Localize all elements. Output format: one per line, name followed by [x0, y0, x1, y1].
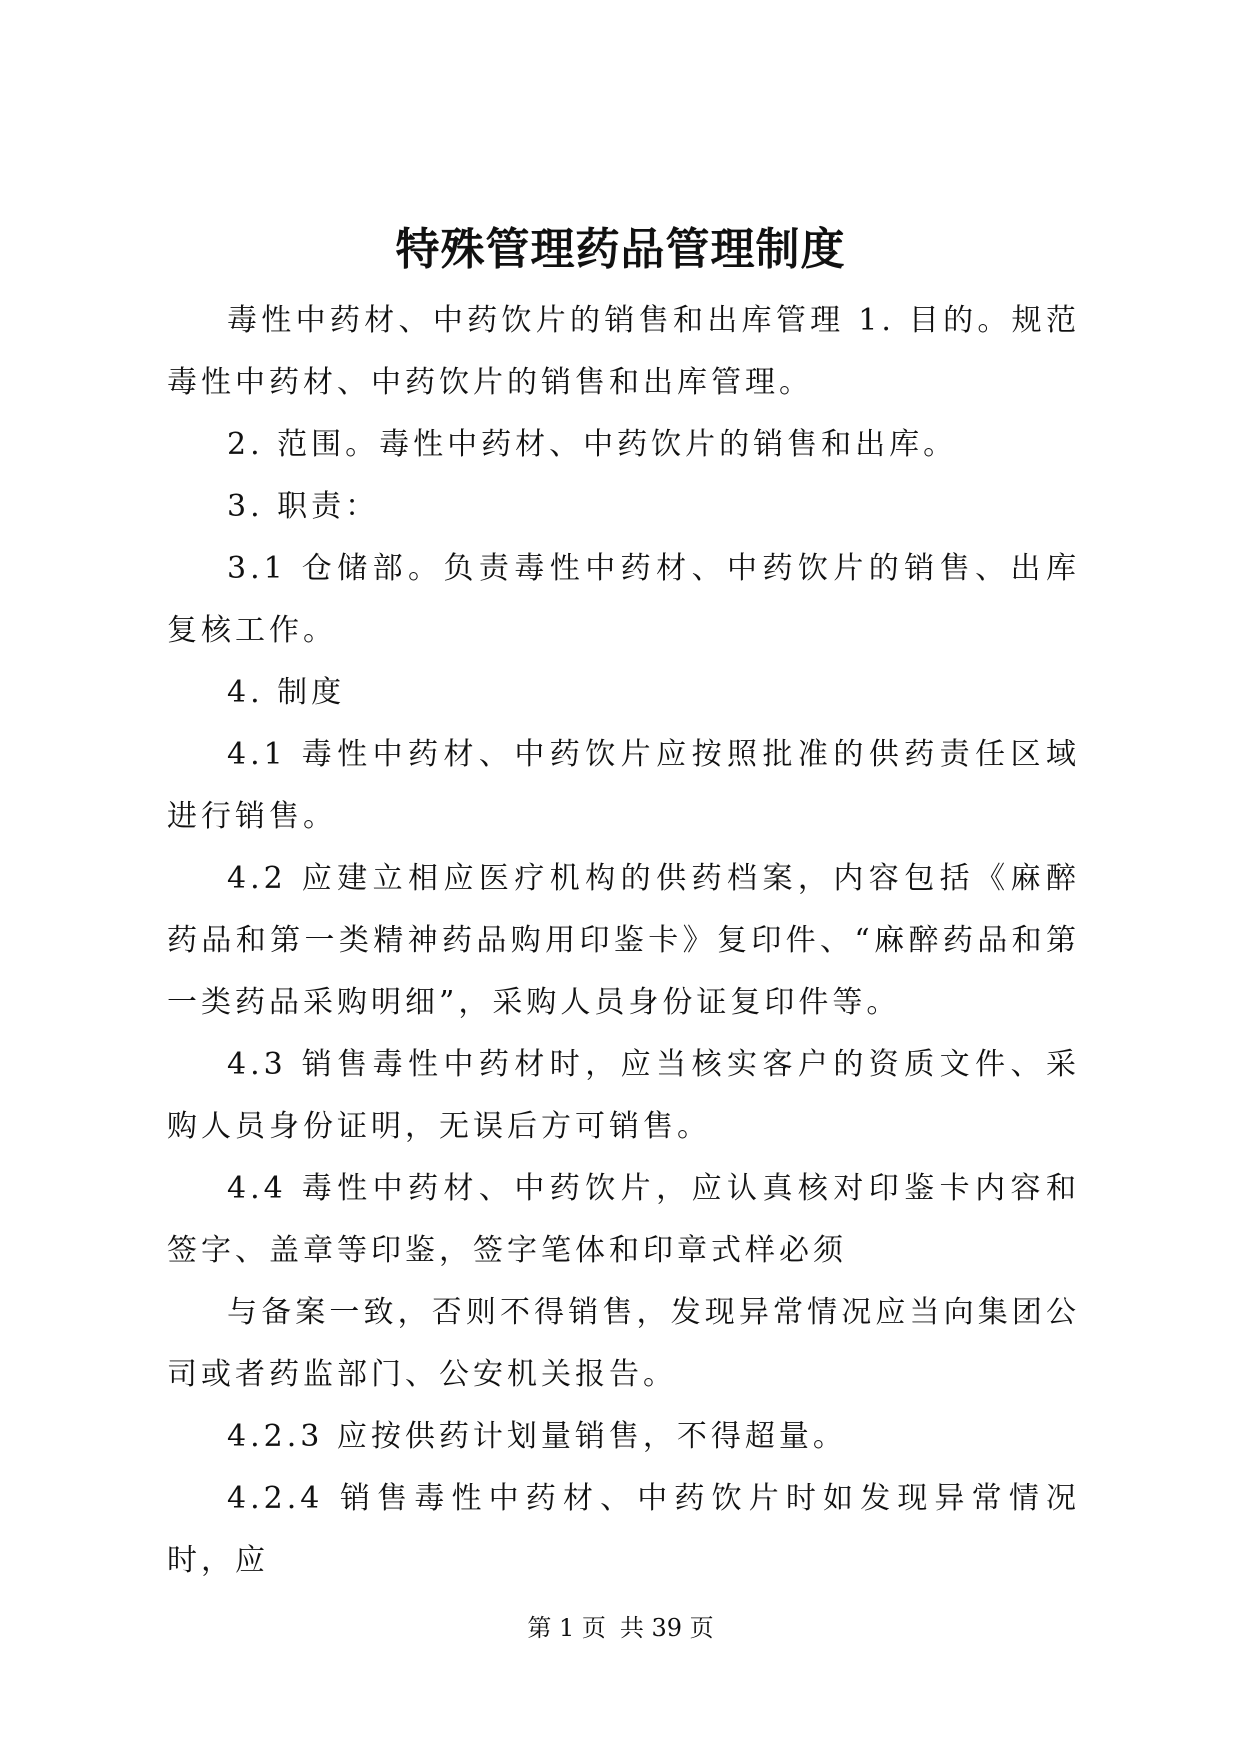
- paragraph: 4. 制度: [227, 675, 346, 710]
- paragraph: 4.4 毒性中药材、中药饮片，应认真核对印鉴卡内容和签字、盖章等印鉴，签字笔体和印章式样必须: [167, 1171, 1080, 1268]
- page-footer: [0, 1612, 1241, 1644]
- paragraph: 3.1 仓储部。负责毒性中药材、中药饮片的销售、出库复核工作。: [167, 551, 1080, 648]
- paragraph: 4.2 应建立相应医疗机构的供药档案，内容包括《麻醉药品和第一类精神药品购用印鉴卡》复印件、“麻醉药品和第一类药品采购明细”，采购人员身份证复印件等。: [167, 861, 1080, 1020]
- paragraph: 4.2.3 应按供药计划量销售，不得超量。: [227, 1419, 847, 1454]
- paragraph: 2. 范围。毒性中药材、中药饮片的销售和出库。: [227, 427, 958, 462]
- paragraph: 4.1 毒性中药材、中药饮片应按照批准的供药责任区域进行销售。: [167, 737, 1080, 834]
- paragraph: 4.3 销售毒性中药材时，应当核实客户的资质文件、采购人员身份证明，无误后方可销售。: [167, 1047, 1080, 1144]
- paragraph: 与备案一致，否则不得销售，发现异常情况应当向集团公司或者药监部门、公安机关报告。: [167, 1295, 1080, 1392]
- paragraph: 4.2.4 销售毒性中药材、中药饮片时如发现异常情况时，应: [167, 1481, 1080, 1578]
- document-body: [167, 290, 1080, 1592]
- document-title: 特殊管理药品管理制度: [395, 224, 846, 275]
- paragraph: 毒性中药材、中药饮片的销售和出库管理 1. 目的。规范毒性中药材、中药饮片的销售和出库管理。: [167, 303, 1080, 400]
- page-number: 第 1 页: [527, 1614, 606, 1642]
- page-total: 共 39 页: [619, 1614, 714, 1642]
- paragraph: 3. 职责：: [227, 489, 380, 524]
